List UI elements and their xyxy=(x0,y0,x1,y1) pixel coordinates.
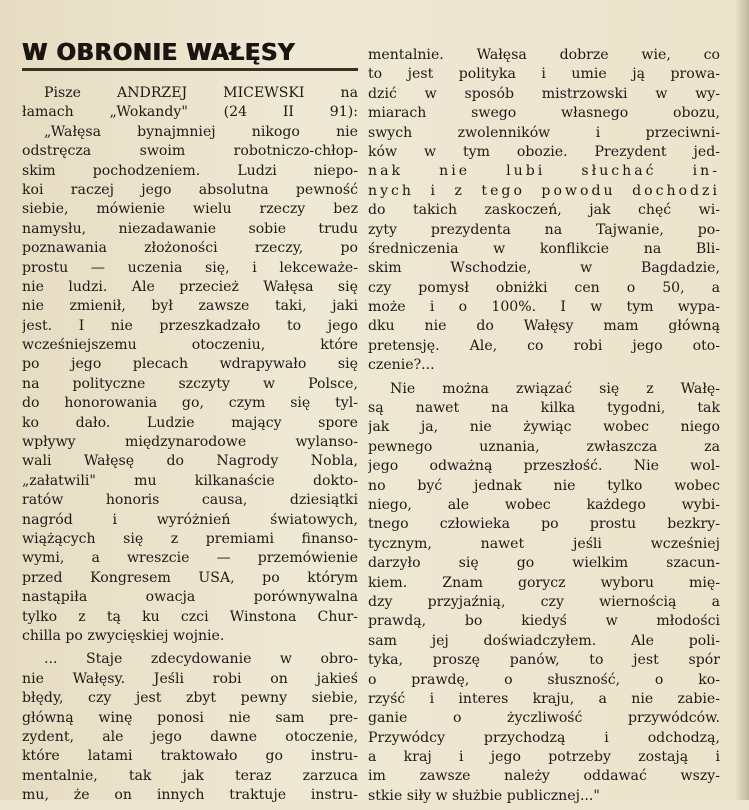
text-line: pewnego uznania, zwłaszcza za xyxy=(368,438,720,455)
text-line: przed Kongresem USA, po którym xyxy=(22,569,358,586)
text-line: tycznym, nawet jeśli wcześniej xyxy=(368,535,720,552)
text-line: Pisze ANDRZEJ MICEWSKI na xyxy=(44,85,358,101)
text-line: skim Wschodzie, w Bagdadzie, xyxy=(368,260,720,277)
text-line: ganie o życzliwość przywódców. xyxy=(368,710,720,727)
text-line: do honorowania go, czym się tyl- xyxy=(22,395,358,412)
text-line: nie ludzi. Ale przecież Wałęsa się xyxy=(22,278,358,295)
article-headline: W OBRONIE WAŁĘSY xyxy=(22,40,296,66)
text-line: do takich zaskoczeń, jak chęć wi- xyxy=(368,202,720,219)
text-line: zyty prezydenta na Tajwanie, po- xyxy=(368,221,720,238)
text-line: Nie można związać się z Wałę- xyxy=(390,380,720,397)
text-line: czenie?... xyxy=(368,357,435,374)
text-line: po jego plecach wdrapywało się xyxy=(22,356,358,373)
text-line: nie zmienił, był zawsze taki, jaki xyxy=(22,298,358,315)
text-line: swych zwolenników i przeciwni- xyxy=(368,124,720,141)
text-line: prostu — uczenia się, i lekceważe- xyxy=(22,259,358,276)
text-line: nastąpiła owacja porównywalna xyxy=(22,589,358,606)
text-line: rzyść i interes kraju, a nie zabie- xyxy=(368,690,720,707)
text-line: nych i z tego powodu dochodzi xyxy=(368,182,720,199)
text-line: prawdą, bo kiedyś w młodości xyxy=(368,613,720,630)
text-line: chilla po zwycięskiej wojnie. xyxy=(22,627,225,644)
article-column-right xyxy=(368,46,720,810)
text-line: wymi, a wreszcie — przemówienie xyxy=(22,550,358,567)
text-line: może i o 100%. I w tym wypa- xyxy=(368,299,720,316)
text-line: tnego człowieka po prostu bezkry- xyxy=(368,516,720,533)
text-line: średniczenia w konflikcie na Bli- xyxy=(368,240,720,257)
text-line: tyka, proszę panów, to jest spór xyxy=(368,652,720,669)
text-line: zydent, ale jego dawne otoczenie, xyxy=(22,728,358,745)
text-line: ratów honoris causa, dziesiątki xyxy=(22,492,358,509)
text-line: jak ja, nie żywiąc wobec niego xyxy=(368,419,720,436)
text-line: „załatwili" mu kilkanaście dokto- xyxy=(22,472,358,489)
headline-rule xyxy=(22,68,358,71)
text-line: wcześniejszemu otoczeniu, które xyxy=(22,337,358,354)
text-line: pretensję. Ale, co robi jego oto- xyxy=(368,337,720,354)
text-line: o prawdę, o słuszność, o ko- xyxy=(368,671,720,688)
text-line: wiążących się z premiami finanso- xyxy=(22,530,358,547)
text-line: czy pomysł obniżki cen o 50, a xyxy=(368,279,720,296)
text-line: ... Staje zdecydowanie w obro- xyxy=(44,651,358,668)
text-line: „Wałęsa bynajmniej nikogo nie xyxy=(44,123,358,140)
text-line: to jest polityka i umie ją prowa- xyxy=(368,66,720,83)
article-column-left xyxy=(22,84,358,805)
text-line: sam jej doświadczyłem. Ale poli- xyxy=(368,632,720,649)
text-line: które latami traktowało go instru- xyxy=(22,748,358,765)
text-line: wpływy międzynarodowe wylanso- xyxy=(22,434,358,451)
text-line: ko dało. Ludzie mający spore xyxy=(22,414,358,431)
text-line: darzyło się go wielkim szacun- xyxy=(368,555,720,572)
text-line: dzić w sposób mistrzowski w wy- xyxy=(368,85,720,102)
text-line: mu, że on innych traktuje instru- xyxy=(22,787,358,804)
text-line: nie Wałęsy. Jeśli robi on jakieś xyxy=(22,670,358,687)
text-line: kiem. Znam gorycz wyboru mię- xyxy=(368,574,720,591)
text-line: wali Wałęsę do Nagrody Nobla, xyxy=(22,453,358,470)
text-line: jest. I nie przeszkadzało to jego xyxy=(22,317,358,334)
text-line: Przywódcy przychodzą i odchodzą, xyxy=(368,729,720,746)
text-line: no być jednak nie tylko wobec xyxy=(368,477,720,494)
text-line: koi raczej jego absolutna pewność xyxy=(22,181,358,198)
page-edge-shadow xyxy=(735,0,749,800)
text-line: tylko z tą ku czci Winstona Chur- xyxy=(22,608,358,625)
text-line: mentalnie, tak jak teraz zarzuca xyxy=(22,767,358,784)
text-line: miarach swego własnego obozu, xyxy=(368,105,720,122)
text-line: siebie, mówienie wielu rzeczy bez xyxy=(22,201,358,218)
paragraph-gap xyxy=(368,806,720,810)
text-line: nak nie lubi słuchać in- xyxy=(368,163,720,180)
text-line: stkie siły w służbie publicznej..." xyxy=(368,787,600,804)
text-line: dzy przyjaźnią, czy wiernością a xyxy=(368,593,720,610)
text-line: poznawania złożoności rzeczy, po xyxy=(22,240,358,257)
text-line: nagród i wyróżnień światowych, xyxy=(22,511,358,528)
text-line: mentalnie. Wałęsa dobrze wie, co xyxy=(368,47,720,63)
text-line: odstręcza swoim robotniczo-chłop- xyxy=(22,143,358,160)
text-line: łamach „Wokandy" (24 II 91): xyxy=(22,104,358,121)
text-line: na polityczne szczyty w Polsce, xyxy=(22,375,358,392)
text-line: główną winę ponosi nie sam pre- xyxy=(22,709,358,726)
text-line: niego, ale wobec każdego wybi- xyxy=(368,496,720,513)
text-line: ków w tym obozie. Prezydent jed- xyxy=(368,143,720,160)
text-line: błędy, czy jest zbyt pewny siebie, xyxy=(22,690,358,707)
text-line: namysłu, niezadawanie sobie trudu xyxy=(22,220,358,237)
text-line: dku nie do Wałęsy mam główną xyxy=(368,318,720,335)
text-line: są nawet na kilka tygodni, tak xyxy=(368,400,720,417)
text-line: im zawsze należy oddawać wszy- xyxy=(368,768,720,785)
text-line: skim pochodzeniem. Ludzi niepo- xyxy=(22,162,358,179)
text-line: a kraj i jego potrzeby zostają i xyxy=(368,749,720,766)
text-line: jego odważną przeszłość. Nie wol- xyxy=(368,458,720,475)
